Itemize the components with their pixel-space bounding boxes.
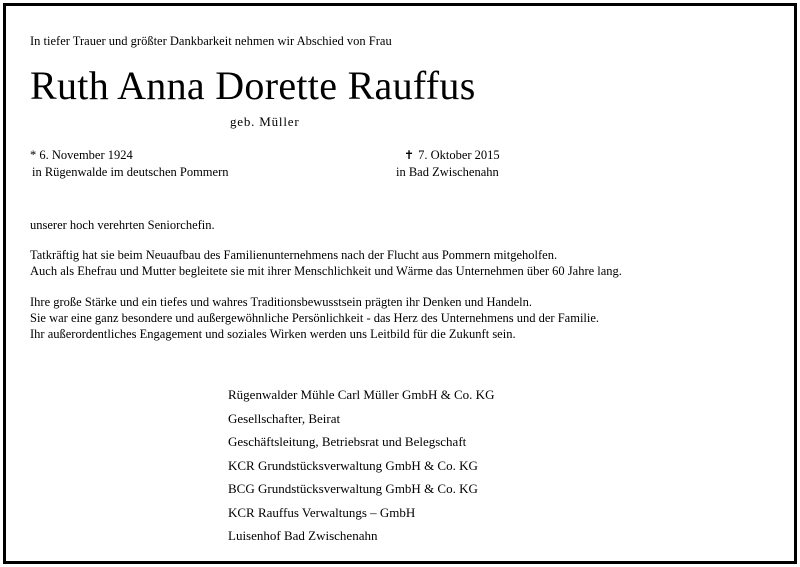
- signatory: Rügenwalder Mühle Carl Müller GmbH & Co. KG: [228, 387, 495, 402]
- signatory: Geschäftsleitung, Betriebsrat und Belegschaft: [228, 434, 467, 449]
- paragraph-line: unserer hoch verehrten Seniorchefin.: [30, 218, 215, 232]
- paragraph-line: Sie war eine ganz besondere und außergewöhnliche Persönlichkeit - das Herz des Unternehmens und der Familie.: [30, 311, 600, 325]
- paragraph-1: [30, 217, 215, 233]
- signatory: KCR Rauffus Verwaltungs – GmbH: [228, 504, 416, 520]
- death-date-row: [404, 148, 500, 163]
- birth-date: * 6. November 1924: [30, 148, 133, 162]
- paragraph-line: Auch als Ehefrau und Mutter begleitete sie mit ihrer Menschlichkeit und Wärme das Unternehmen über 60 Jahre lang.: [30, 264, 622, 278]
- maiden-name: geb. Müller: [230, 114, 300, 129]
- death-date: 7. Oktober 2015: [418, 148, 500, 162]
- cross-icon: ✝: [404, 148, 415, 162]
- paragraph-2: [30, 247, 622, 279]
- birth-place: in Rügenwalde im deutschen Pommern: [32, 165, 229, 179]
- signatory: Luisenhof Bad Zwischenahn: [228, 528, 378, 543]
- paragraph-line: Tatkräftig hat sie beim Neuaufbau des Familienunternehmens nach der Flucht aus Pommern mitgeholfen.: [30, 248, 558, 262]
- death-place: in Bad Zwischenahn: [396, 165, 499, 179]
- signatory: KCR Grundstücksverwaltung GmbH & Co. KG: [228, 457, 478, 473]
- signatory: Gesellschafter, Beirat: [228, 410, 341, 426]
- intro-text: In tiefer Trauer und größter Dankbarkeit nehmen wir Abschied von Frau: [30, 34, 392, 48]
- paragraph-3: [30, 294, 599, 342]
- paragraph-line: Ihre große Stärke und ein tiefes und wahres Traditionsbewusstsein prägten ihr Denken und Handeln.: [30, 295, 532, 309]
- signatories-list: [228, 383, 494, 548]
- signatory: BCG Grundstücksverwaltung GmbH & Co. KG: [228, 481, 478, 496]
- deceased-name: Ruth Anna Dorette Rauffus: [30, 63, 476, 108]
- paragraph-line: Ihr außerordentliches Engagement und soziales Wirken werden uns Leitbild für die Zukunft sein.: [30, 327, 516, 341]
